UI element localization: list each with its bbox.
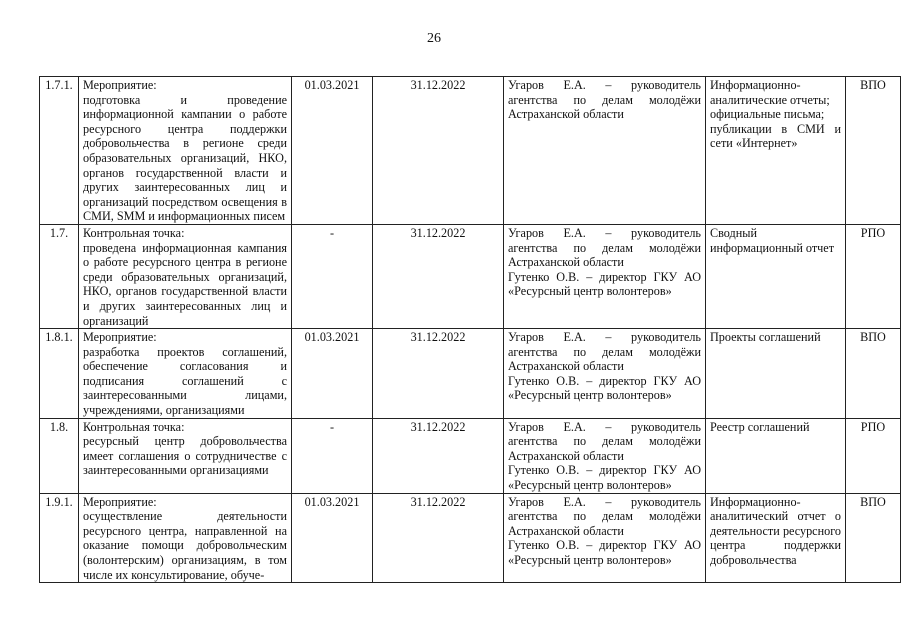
row-number: 1.8.	[40, 418, 79, 493]
result-document: Реестр соглашений	[706, 418, 846, 493]
activity-description: Контрольная точка: проведена информационная кампания о работе ресурсного центра в регионе среди образовательных организаций, НКО, органов государственной власти и других заинтересованных лиц и организаций	[79, 224, 292, 328]
start-date: -	[292, 418, 373, 493]
responsible-person: Угаров Е.А. – руководитель агентства по делам молодёжи Астраханской области Гутенко О.В. – директор ГКУ АО «Ресурсный центр волонтеров»	[504, 329, 706, 419]
responsible-person: Угаров Е.А. – руководитель агентства по делам молодёжи Астраханской области	[504, 77, 706, 225]
table-row	[40, 418, 901, 493]
start-date: 01.03.2021	[292, 329, 373, 419]
control-form: РПО	[846, 418, 901, 493]
control-form: ВПО	[846, 329, 901, 419]
row-number: 1.7.	[40, 224, 79, 328]
row-number: 1.9.1.	[40, 493, 79, 583]
responsible-person: Угаров Е.А. – руководитель агентства по делам молодёжи Астраханской области Гутенко О.В. – директор ГКУ АО «Ресурсный центр волонтеров»	[504, 493, 706, 583]
result-document: Информационно-аналитические отчеты; официальные письма; публикации в СМИ и сети «Интернет»	[706, 77, 846, 225]
start-date: 01.03.2021	[292, 493, 373, 583]
control-form: ВПО	[846, 77, 901, 225]
end-date: 31.12.2022	[373, 329, 504, 419]
table-row	[40, 493, 901, 583]
table-row	[40, 329, 901, 419]
table-row	[40, 77, 901, 225]
row-number: 1.7.1.	[40, 77, 79, 225]
result-document: Информационно-аналитический отчет о деятельности ресурсного центра поддержки добровольчества	[706, 493, 846, 583]
end-date: 31.12.2022	[373, 77, 504, 225]
plan-table	[39, 76, 901, 583]
control-form: РПО	[846, 224, 901, 328]
result-document: Сводный информационный отчет	[706, 224, 846, 328]
start-date: 01.03.2021	[292, 77, 373, 225]
responsible-person: Угаров Е.А. – руководитель агентства по делам молодёжи Астраханской области Гутенко О.В. – директор ГКУ АО «Ресурсный центр волонтеров»	[504, 418, 706, 493]
end-date: 31.12.2022	[373, 418, 504, 493]
start-date: -	[292, 224, 373, 328]
activity-description: Контрольная точка: ресурсный центр добровольчества имеет соглашения о сотрудничестве с заинтересованными организациями	[79, 418, 292, 493]
end-date: 31.12.2022	[373, 224, 504, 328]
responsible-person: Угаров Е.А. – руководитель агентства по делам молодёжи Астраханской области Гутенко О.В. – директор ГКУ АО «Ресурсный центр волонтеров»	[504, 224, 706, 328]
activity-description: Мероприятие: разработка проектов соглашений, обеспечение согласования и подписания соглашений с заинтересованными лицами, учреждениями, организациями	[79, 329, 292, 419]
activity-description: Мероприятие: подготовка и проведение информационной кампании о работе ресурсного центра поддержки добровольчества в регионе среди образовательных организаций, НКО, органов государственной власти и других заинтересованных лиц и организаций посредством освещения в СМИ, SMM и информационных писем	[79, 77, 292, 225]
table-row	[40, 224, 901, 328]
end-date: 31.12.2022	[373, 493, 504, 583]
page-number: 26	[427, 31, 441, 46]
activity-description: Мероприятие: осуществление деятельности ресурсного центра, направленной на оказание помощи добровольческим (волонтерским) организациям, в том числе их консультирование, обуче-	[79, 493, 292, 583]
control-form: ВПО	[846, 493, 901, 583]
result-document: Проекты соглашений	[706, 329, 846, 419]
row-number: 1.8.1.	[40, 329, 79, 419]
